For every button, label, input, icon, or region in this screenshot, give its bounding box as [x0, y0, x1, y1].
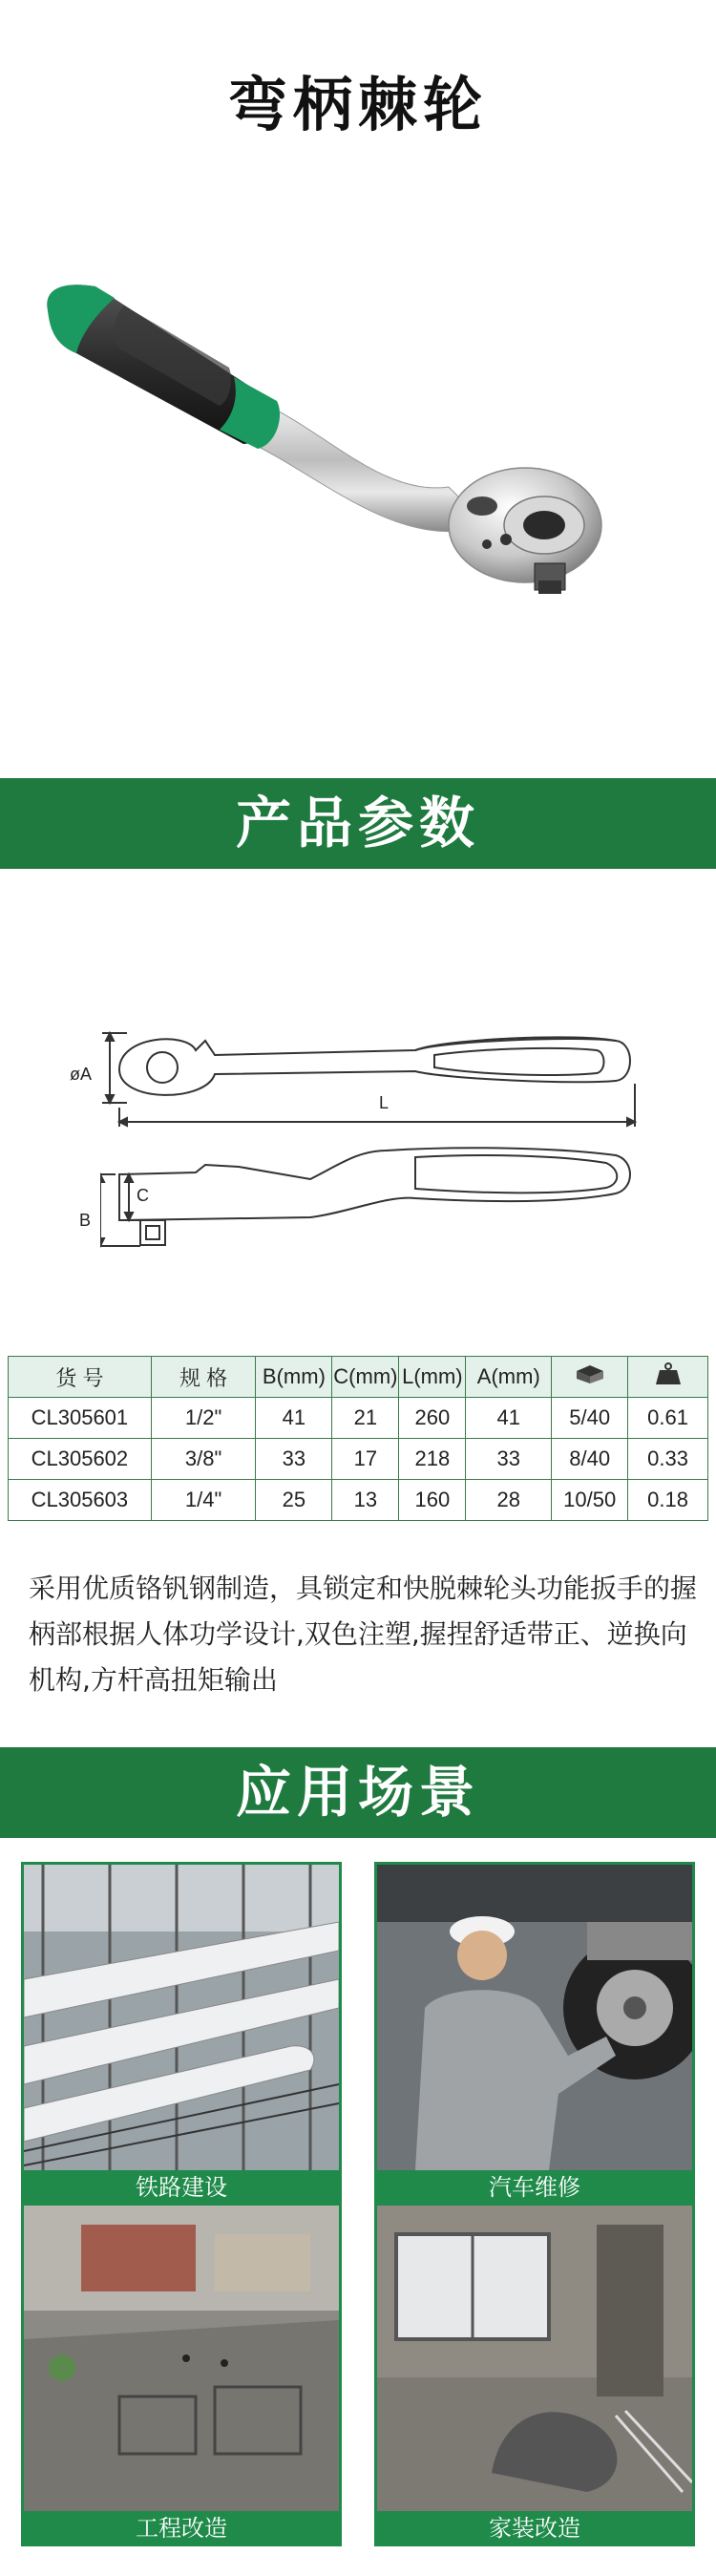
cell-package: 10/50 [552, 1480, 628, 1521]
cell-a: 33 [466, 1439, 552, 1480]
weight-icon [654, 1362, 683, 1386]
box-icon [573, 1363, 607, 1384]
dimension-diagram [70, 983, 654, 1289]
cell-a: 41 [466, 1398, 552, 1439]
section-title-scenes: 应用场景 [235, 1760, 480, 1825]
col-header-package [552, 1357, 628, 1398]
product-description: 采用优质铬钒钢制造，具锁定和快脱棘轮头功能扳手的握柄部根据人体功学设计,双色注塑,握捏舒适带正、逆换向机构,方杆高扭矩输出 [29, 1573, 698, 1696]
col-header-code: 货 号 [9, 1357, 152, 1398]
cell-l: 260 [399, 1398, 466, 1439]
scene-photo-construction [24, 2206, 339, 2511]
cell-spec: 3/8" [151, 1439, 256, 1480]
cell-weight: 0.33 [628, 1439, 708, 1480]
scene-photo-railway [24, 1865, 339, 2170]
scene-caption-auto: 汽车维修 [489, 2174, 580, 2201]
label-b: B [79, 1211, 92, 1230]
cell-l: 160 [399, 1480, 466, 1521]
cell-code: CL305603 [9, 1480, 152, 1521]
cell-b: 41 [256, 1398, 332, 1439]
table-row [9, 1398, 708, 1439]
cell-c: 17 [332, 1439, 399, 1480]
spec-table [8, 1356, 708, 1521]
scene-caption-home: 家装改造 [489, 2515, 580, 2542]
page-title: 弯柄棘轮 [227, 70, 488, 139]
scene-card-construction [21, 2203, 342, 2546]
cell-c: 21 [332, 1398, 399, 1439]
col-header-spec: 规 格 [151, 1357, 256, 1398]
col-header-l: L(mm) [399, 1357, 466, 1398]
scene-photo-home [377, 2206, 692, 2511]
cell-weight: 0.18 [628, 1480, 708, 1521]
col-header-c: C(mm) [332, 1357, 399, 1398]
cell-l: 218 [399, 1439, 466, 1480]
table-row [9, 1439, 708, 1480]
cell-code: CL305602 [9, 1439, 152, 1480]
cell-package: 8/40 [552, 1439, 628, 1480]
scene-caption-construction: 工程改造 [136, 2515, 227, 2542]
cell-weight: 0.61 [628, 1398, 708, 1439]
scene-card-home [374, 2203, 695, 2546]
cell-spec: 1/4" [151, 1480, 256, 1521]
cell-c: 13 [332, 1480, 399, 1521]
col-header-weight [628, 1357, 708, 1398]
col-header-b: B(mm) [256, 1357, 332, 1398]
cell-a: 28 [466, 1480, 552, 1521]
scene-caption-railway: 铁路建设 [136, 2174, 227, 2201]
scene-card-auto [374, 1862, 695, 2206]
scene-photo-auto [377, 1865, 692, 2170]
section-title-params: 产品参数 [235, 791, 480, 855]
cell-spec: 1/2" [151, 1398, 256, 1439]
col-header-a: A(mm) [466, 1357, 552, 1398]
product-image [38, 248, 687, 745]
section-header-params [0, 778, 716, 869]
section-header-scenes [0, 1747, 716, 1838]
table-row [9, 1480, 708, 1521]
cell-package: 5/40 [552, 1398, 628, 1439]
label-a: øA [70, 1065, 93, 1084]
table-header-row [9, 1357, 708, 1398]
scene-card-railway [21, 1862, 342, 2206]
cell-b: 25 [256, 1480, 332, 1521]
cell-b: 33 [256, 1439, 332, 1480]
label-c: C [137, 1186, 149, 1205]
label-l: L [379, 1093, 390, 1112]
cell-code: CL305601 [9, 1398, 152, 1439]
